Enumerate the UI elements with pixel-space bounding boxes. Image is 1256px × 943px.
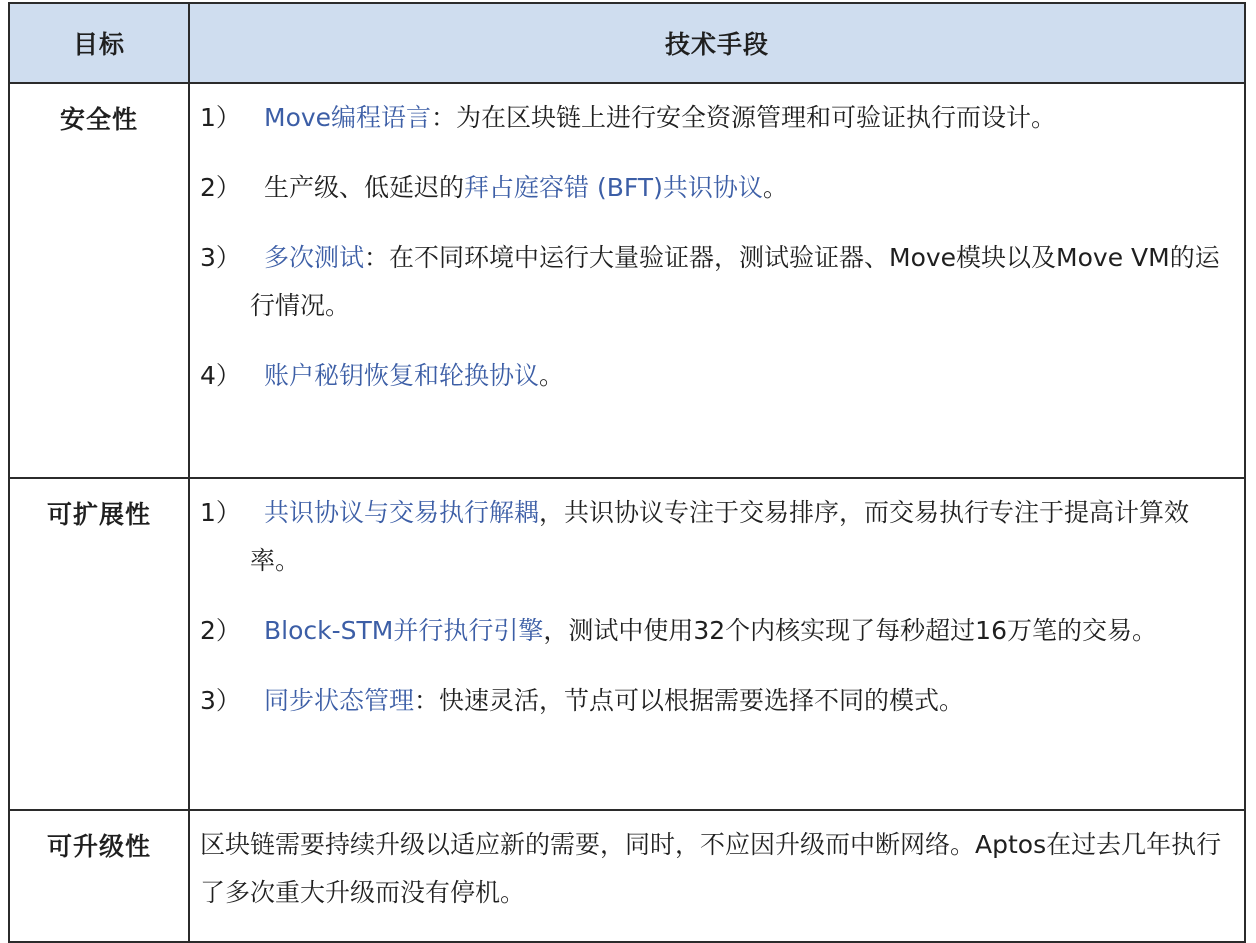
list-item xyxy=(200,352,1226,400)
item-link[interactable]: 多次测试 xyxy=(264,243,365,272)
list-item xyxy=(200,94,1226,142)
item-text: 。 xyxy=(539,361,565,390)
item-number: 3） xyxy=(200,686,241,715)
item-link[interactable]: 共识协议与交易执行解耦 xyxy=(264,498,540,527)
item-pre-text: 生产级、低延迟的 xyxy=(264,173,465,202)
goal-upgradability: 可升级性 xyxy=(9,810,189,942)
item-link[interactable]: Move编程语言 xyxy=(264,103,432,132)
table-row xyxy=(9,810,1245,942)
list-item xyxy=(200,489,1226,585)
upgradability-paragraph: 区块链需要持续升级以适应新的需要，同时，不应因升级而中断网络。Aptos在过去几年执行了多次重大升级而没有停机。 xyxy=(200,830,1222,907)
list-item xyxy=(200,677,1226,725)
item-number: 1） xyxy=(200,103,241,132)
item-text: ：快速灵活，节点可以根据需要选择不同的模式。 xyxy=(414,686,965,715)
item-number: 4） xyxy=(200,361,241,390)
list-item xyxy=(200,607,1226,655)
means-upgradability xyxy=(189,810,1245,942)
goal-scalability: 可扩展性 xyxy=(9,478,189,810)
item-text: ，共识协议专注于交易排序，而交易执行专注于提高计算效率。 xyxy=(250,498,1190,575)
table-header-row xyxy=(9,3,1245,83)
item-number: 1） xyxy=(200,498,241,527)
means-security xyxy=(189,83,1245,478)
item-number: 2） xyxy=(200,616,241,645)
list-item xyxy=(200,164,1226,212)
table-row xyxy=(9,478,1245,810)
item-number: 3） xyxy=(200,243,241,272)
item-text: ：为在区块链上进行安全资源管理和可验证执行而设计。 xyxy=(431,103,1057,132)
item-link[interactable]: 同步状态管理 xyxy=(264,686,415,715)
header-goal: 目标 xyxy=(9,3,189,83)
item-link[interactable]: 拜占庭容错 (BFT)共识协议 xyxy=(464,173,763,202)
goals-table xyxy=(8,2,1246,943)
item-text: ，测试中使用32个内核实现了每秒超过16万笔的交易。 xyxy=(543,616,1157,645)
table-row xyxy=(9,83,1245,478)
means-scalability xyxy=(189,478,1245,810)
item-link[interactable]: Block-STM并行执行引擎 xyxy=(264,616,544,645)
header-means: 技术手段 xyxy=(189,3,1245,83)
item-number: 2） xyxy=(200,173,241,202)
list-item xyxy=(200,234,1226,330)
goal-security: 安全性 xyxy=(9,83,189,478)
item-text: ：在不同环境中运行大量验证器，测试验证器、Move模块以及Move VM的运行情况。 xyxy=(250,243,1220,320)
item-link[interactable]: 账户秘钥恢复和轮换协议 xyxy=(264,361,540,390)
item-text: 。 xyxy=(762,173,788,202)
